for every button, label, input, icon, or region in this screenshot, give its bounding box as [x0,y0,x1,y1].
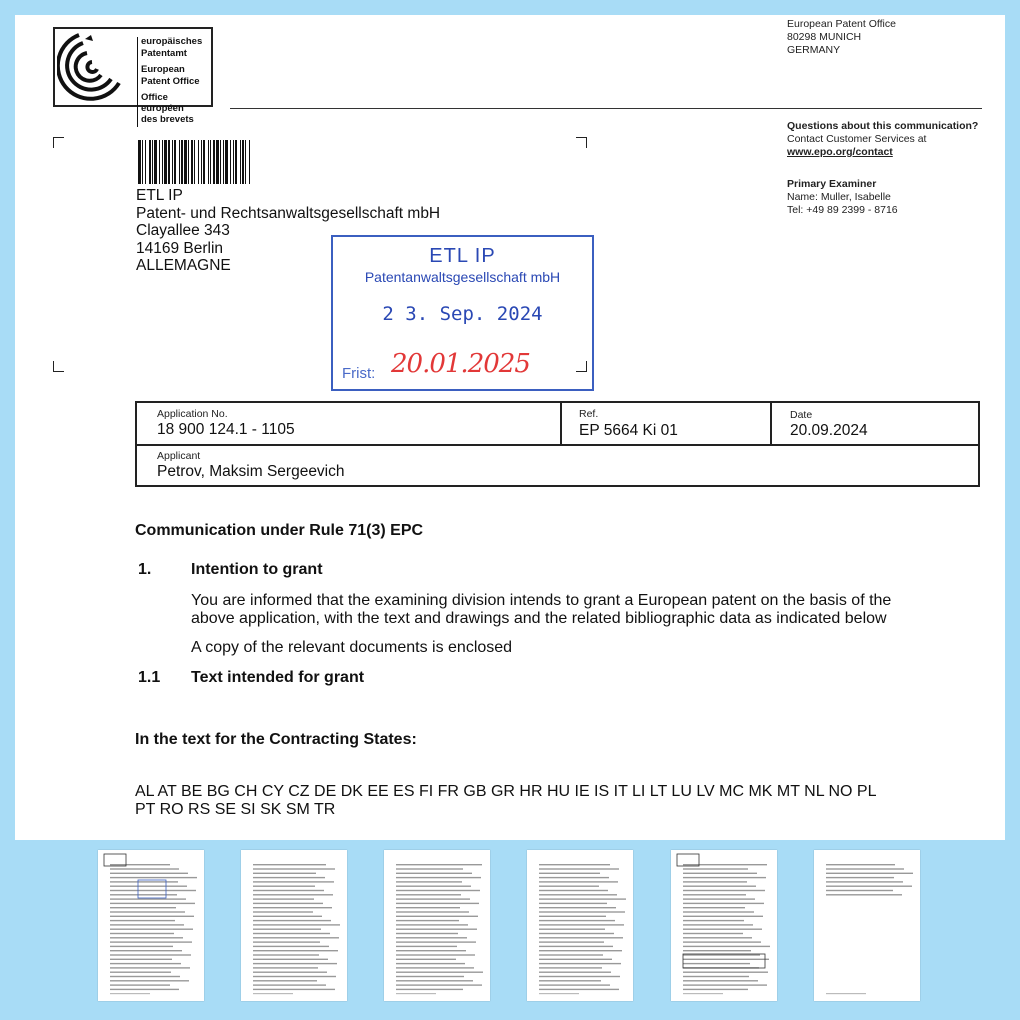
contact-link[interactable]: www.epo.org/contact [787,146,893,158]
date-label: Date [790,409,813,421]
subsection-title: Text intended for grant [191,669,365,686]
communication-title: Communication under Rule 71(3) EPC [135,522,424,539]
applicant-value: Petrov, Maksim Sergeevich [157,463,345,480]
logo-line: Patent Office [141,75,200,87]
states-line: AL AT BE BG CH CY CZ DE DK EE ES FI FR GB GR HR HU IE IS IT LI LT LU LV MC MK MT NL NO PL [135,783,877,800]
epo-logo-text [137,37,211,127]
date-value: 20.09.2024 [790,422,868,439]
address-line: ALLEMAGNE [136,257,231,274]
table-divider [770,403,772,444]
address-line: ETL IP [136,187,183,204]
stamp-frist-date: 20.01.2025 [391,349,530,379]
postal-barcode [138,140,316,184]
states-line: PT RO RS SE SI SK SM TR [135,801,336,818]
reference-value: EP 5664 Ki 01 [579,422,678,439]
window-corner-mark [576,137,587,148]
office-address-line: 80298 MUNICH [787,31,862,43]
application-number-label: Application No. [157,408,228,420]
section-paragraph [191,592,981,628]
page-thumbnail[interactable] [241,850,347,1001]
address-line: 14169 Berlin [136,239,224,257]
contracting-states-header: In the text for the Contracting States: [135,731,417,748]
epo-logo [53,27,213,125]
paragraph-line: You are informed that the examining division intends to grant a European patent on the basis of the [191,592,892,609]
section-title: Intention to grant [191,561,323,578]
header-divider [230,108,982,109]
reference-label: Ref. [579,408,599,420]
examiner-tel: Tel: +49 89 2399 - 8716 [787,204,898,216]
page-thumbnail[interactable] [384,850,490,1001]
logo-line: European [141,64,185,75]
contact-line: Contact Customer Services at [787,133,927,145]
page-thumbnail-strip [0,850,1020,1002]
page-thumbnail[interactable] [671,850,777,1001]
window-corner-mark [53,137,64,148]
stamp-frist-label: Frist: [342,365,376,382]
stamp-firm-sub: Patentanwaltsgesellschaft mbH [364,269,561,285]
window-corner-mark [53,361,64,372]
office-address-line: European Patent Office [787,18,896,30]
table-divider [137,444,978,446]
application-number-value: 18 900 124.1 - 1105 [157,421,295,438]
section-number: 1. [138,561,152,578]
logo-line: europäisches [141,36,203,47]
address-line: Patent- und Rechtsanwaltsgesellschaft mbH [136,204,441,222]
application-info-table [135,401,980,487]
stamp-firm: ETL IP [429,245,496,267]
contracting-states-list [135,783,975,819]
page-thumbnail[interactable] [814,850,920,1001]
address-line: Clayallee 343 [136,222,230,239]
receipt-stamp [331,235,594,391]
section-paragraph: A copy of the relevant documents is enclosed [191,639,513,656]
stamp-received-date: 2 3. Sep. 2024 [382,303,543,325]
contact-question: Questions about this communication? [787,120,979,132]
logo-line: des brevets [141,114,194,125]
examiner-info [787,178,898,217]
office-address-line: GERMANY [787,44,841,56]
table-divider [560,403,562,444]
contact-info [787,120,978,159]
logo-line: Patentamt [141,47,187,59]
examiner-title: Primary Examiner [787,178,877,190]
office-address [787,18,896,57]
epo-logo-mark-icon [57,33,125,103]
applicant-label: Applicant [157,450,201,462]
paragraph-line: above application, with the text and drawings and the related bibliographic data as indicated below [191,610,887,627]
page-thumbnail[interactable] [527,850,633,1001]
logo-line: Office européen [141,92,184,114]
examiner-name: Name: Muller, Isabelle [787,191,891,203]
subsection-number: 1.1 [138,669,161,686]
page-thumbnail[interactable] [98,850,204,1001]
document-page [15,15,1005,840]
